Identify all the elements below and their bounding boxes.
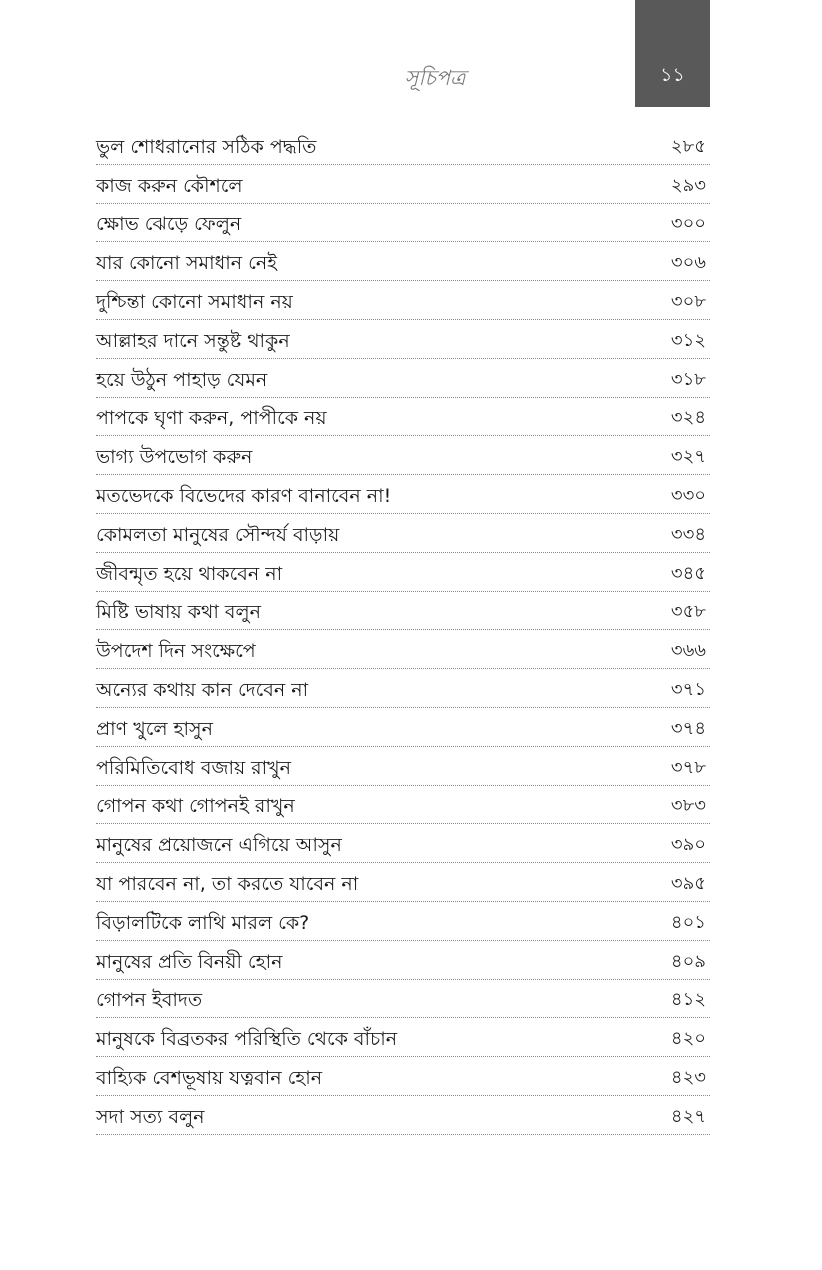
toc-entry[interactable] bbox=[96, 514, 710, 553]
toc-entry-page: ৩০৬ bbox=[670, 252, 706, 274]
toc-entry-page: ৩৩০ bbox=[670, 484, 706, 506]
toc-entry-title: কাজ করুন কৌশলে bbox=[96, 174, 243, 197]
toc-entry-page: ৩১২ bbox=[670, 329, 706, 351]
toc-entry-title: মানুষের প্রতি বিনয়ী হোন bbox=[96, 950, 283, 973]
toc-entry-page: ৩৬৬ bbox=[670, 640, 706, 662]
toc-entry-page: ৩০০ bbox=[670, 213, 706, 235]
toc-entry-page: ৪০১ bbox=[670, 911, 706, 933]
toc-entry-title: আল্লাহর দানে সন্তুষ্ট থাকুন bbox=[96, 329, 290, 352]
toc-entry[interactable] bbox=[96, 126, 710, 165]
toc-entry[interactable] bbox=[96, 204, 710, 243]
toc-entry[interactable] bbox=[96, 980, 710, 1019]
toc-entry-page: ৪২৩ bbox=[670, 1066, 706, 1088]
toc-entry-title: উপদেশ দিন সংক্ষেপে bbox=[96, 640, 256, 663]
toc-entry[interactable] bbox=[96, 902, 710, 941]
toc-entry-title: বাহ্যিক বেশভূষায় যত্নবান হোন bbox=[96, 1066, 323, 1089]
toc-entry-title: জীবন্মৃত হয়ে থাকবেন না bbox=[96, 562, 283, 585]
toc-entry-title: যার কোনো সমাধান নেই bbox=[96, 252, 278, 275]
toc-entry-title: হয়ে উঠুন পাহাড় যেমন bbox=[96, 368, 268, 391]
toc-entry-title: সদা সত্য বলুন bbox=[96, 1105, 205, 1128]
running-title: সূচিপত্র bbox=[404, 66, 466, 90]
toc-entry[interactable] bbox=[96, 281, 710, 320]
toc-entry[interactable] bbox=[96, 824, 710, 863]
toc-entry[interactable] bbox=[96, 1057, 710, 1096]
toc-entry[interactable] bbox=[96, 320, 710, 359]
toc-entry[interactable] bbox=[96, 708, 710, 747]
toc-entry-page: ৩৩৪ bbox=[670, 523, 706, 545]
toc-entry-title: দুশ্চিন্তা কোনো সমাধান নয় bbox=[96, 290, 293, 313]
toc-entry-page: ৩২৭ bbox=[670, 446, 706, 468]
toc-entry-page: ৩১৮ bbox=[670, 368, 706, 390]
toc-entry[interactable] bbox=[96, 436, 710, 475]
toc-entry-page: ৩৫৮ bbox=[670, 601, 706, 623]
toc-entry[interactable] bbox=[96, 1096, 710, 1135]
toc-entry-title: ভাগ্য উপভোগ করুন bbox=[96, 446, 253, 469]
toc-entry[interactable] bbox=[96, 630, 710, 669]
toc-entry-title: পাপকে ঘৃণা করুন, পাপীকে নয় bbox=[96, 407, 327, 430]
toc-entry-page: ৪১২ bbox=[670, 989, 706, 1011]
toc-entry[interactable] bbox=[96, 398, 710, 437]
toc-entry[interactable] bbox=[96, 863, 710, 902]
toc-entry[interactable] bbox=[96, 553, 710, 592]
toc-entry[interactable] bbox=[96, 242, 710, 281]
toc-entry-title: মিষ্টি ভাষায় কথা বলুন bbox=[96, 601, 261, 624]
toc-entry-page: ৩৭৪ bbox=[670, 717, 706, 739]
toc-entry-title: ক্ষোভ ঝেড়ে ফেলুন bbox=[96, 213, 242, 236]
toc-entry[interactable] bbox=[96, 359, 710, 398]
toc-entry-page: ৩২৪ bbox=[670, 407, 706, 429]
toc-entry-page: ৪২০ bbox=[670, 1028, 706, 1050]
toc-entry[interactable] bbox=[96, 941, 710, 980]
toc-entry[interactable] bbox=[96, 592, 710, 631]
toc-entry[interactable] bbox=[96, 165, 710, 204]
table-of-contents bbox=[96, 126, 710, 1135]
toc-entry-page: ২৮৫ bbox=[670, 135, 706, 157]
toc-entry-title: অন্যের কথায় কান দেবেন না bbox=[96, 678, 309, 701]
toc-entry-title: মানুষকে বিব্রতকর পরিস্থিতি থেকে বাঁচান bbox=[96, 1028, 398, 1051]
toc-entry[interactable] bbox=[96, 747, 710, 786]
toc-entry-page: ৪২৭ bbox=[670, 1105, 706, 1127]
toc-entry-page: ৩৭১ bbox=[670, 678, 706, 700]
toc-entry-title: গোপন কথা গোপনই রাখুন bbox=[96, 795, 295, 818]
toc-entry-page: ৩০৮ bbox=[670, 290, 706, 312]
toc-entry-title: বিড়ালটিকে লাথি মারল কে? bbox=[96, 911, 310, 934]
toc-entry-page: ৩৯০ bbox=[670, 834, 706, 856]
toc-entry-page: ২৯৩ bbox=[670, 174, 706, 196]
toc-entry-title: মানুষের প্রয়োজনে এগিয়ে আসুন bbox=[96, 834, 342, 857]
toc-entry-page: ৩৯৫ bbox=[670, 872, 706, 894]
toc-entry-page: ৩৪৫ bbox=[670, 562, 706, 584]
toc-entry-title: যা পারবেন না, তা করতে যাবেন না bbox=[96, 872, 359, 895]
toc-entry-page: ৩৭৮ bbox=[670, 756, 706, 778]
toc-entry-title: পরিমিতিবোধ বজায় রাখুন bbox=[96, 756, 291, 779]
toc-entry-title: ভুল শোধরানোর সঠিক পদ্ধতি bbox=[96, 135, 317, 158]
toc-entry-title: মতভেদকে বিভেদের কারণ বানাবেন না! bbox=[96, 484, 392, 507]
page-number-tab bbox=[635, 0, 710, 107]
toc-entry-title: কোমলতা মানুষের সৌন্দর্য বাড়ায় bbox=[96, 523, 340, 546]
toc-entry[interactable] bbox=[96, 475, 710, 514]
toc-entry[interactable] bbox=[96, 786, 710, 825]
toc-entry-title: গোপন ইবাদত bbox=[96, 989, 203, 1012]
page-number: ১১ bbox=[660, 64, 685, 86]
toc-entry[interactable] bbox=[96, 669, 710, 708]
toc-entry-page: ৩৮৩ bbox=[670, 795, 706, 817]
toc-entry-page: ৪০৯ bbox=[670, 950, 706, 972]
toc-entry-title: প্রাণ খুলে হাসুন bbox=[96, 717, 213, 740]
toc-entry[interactable] bbox=[96, 1018, 710, 1057]
